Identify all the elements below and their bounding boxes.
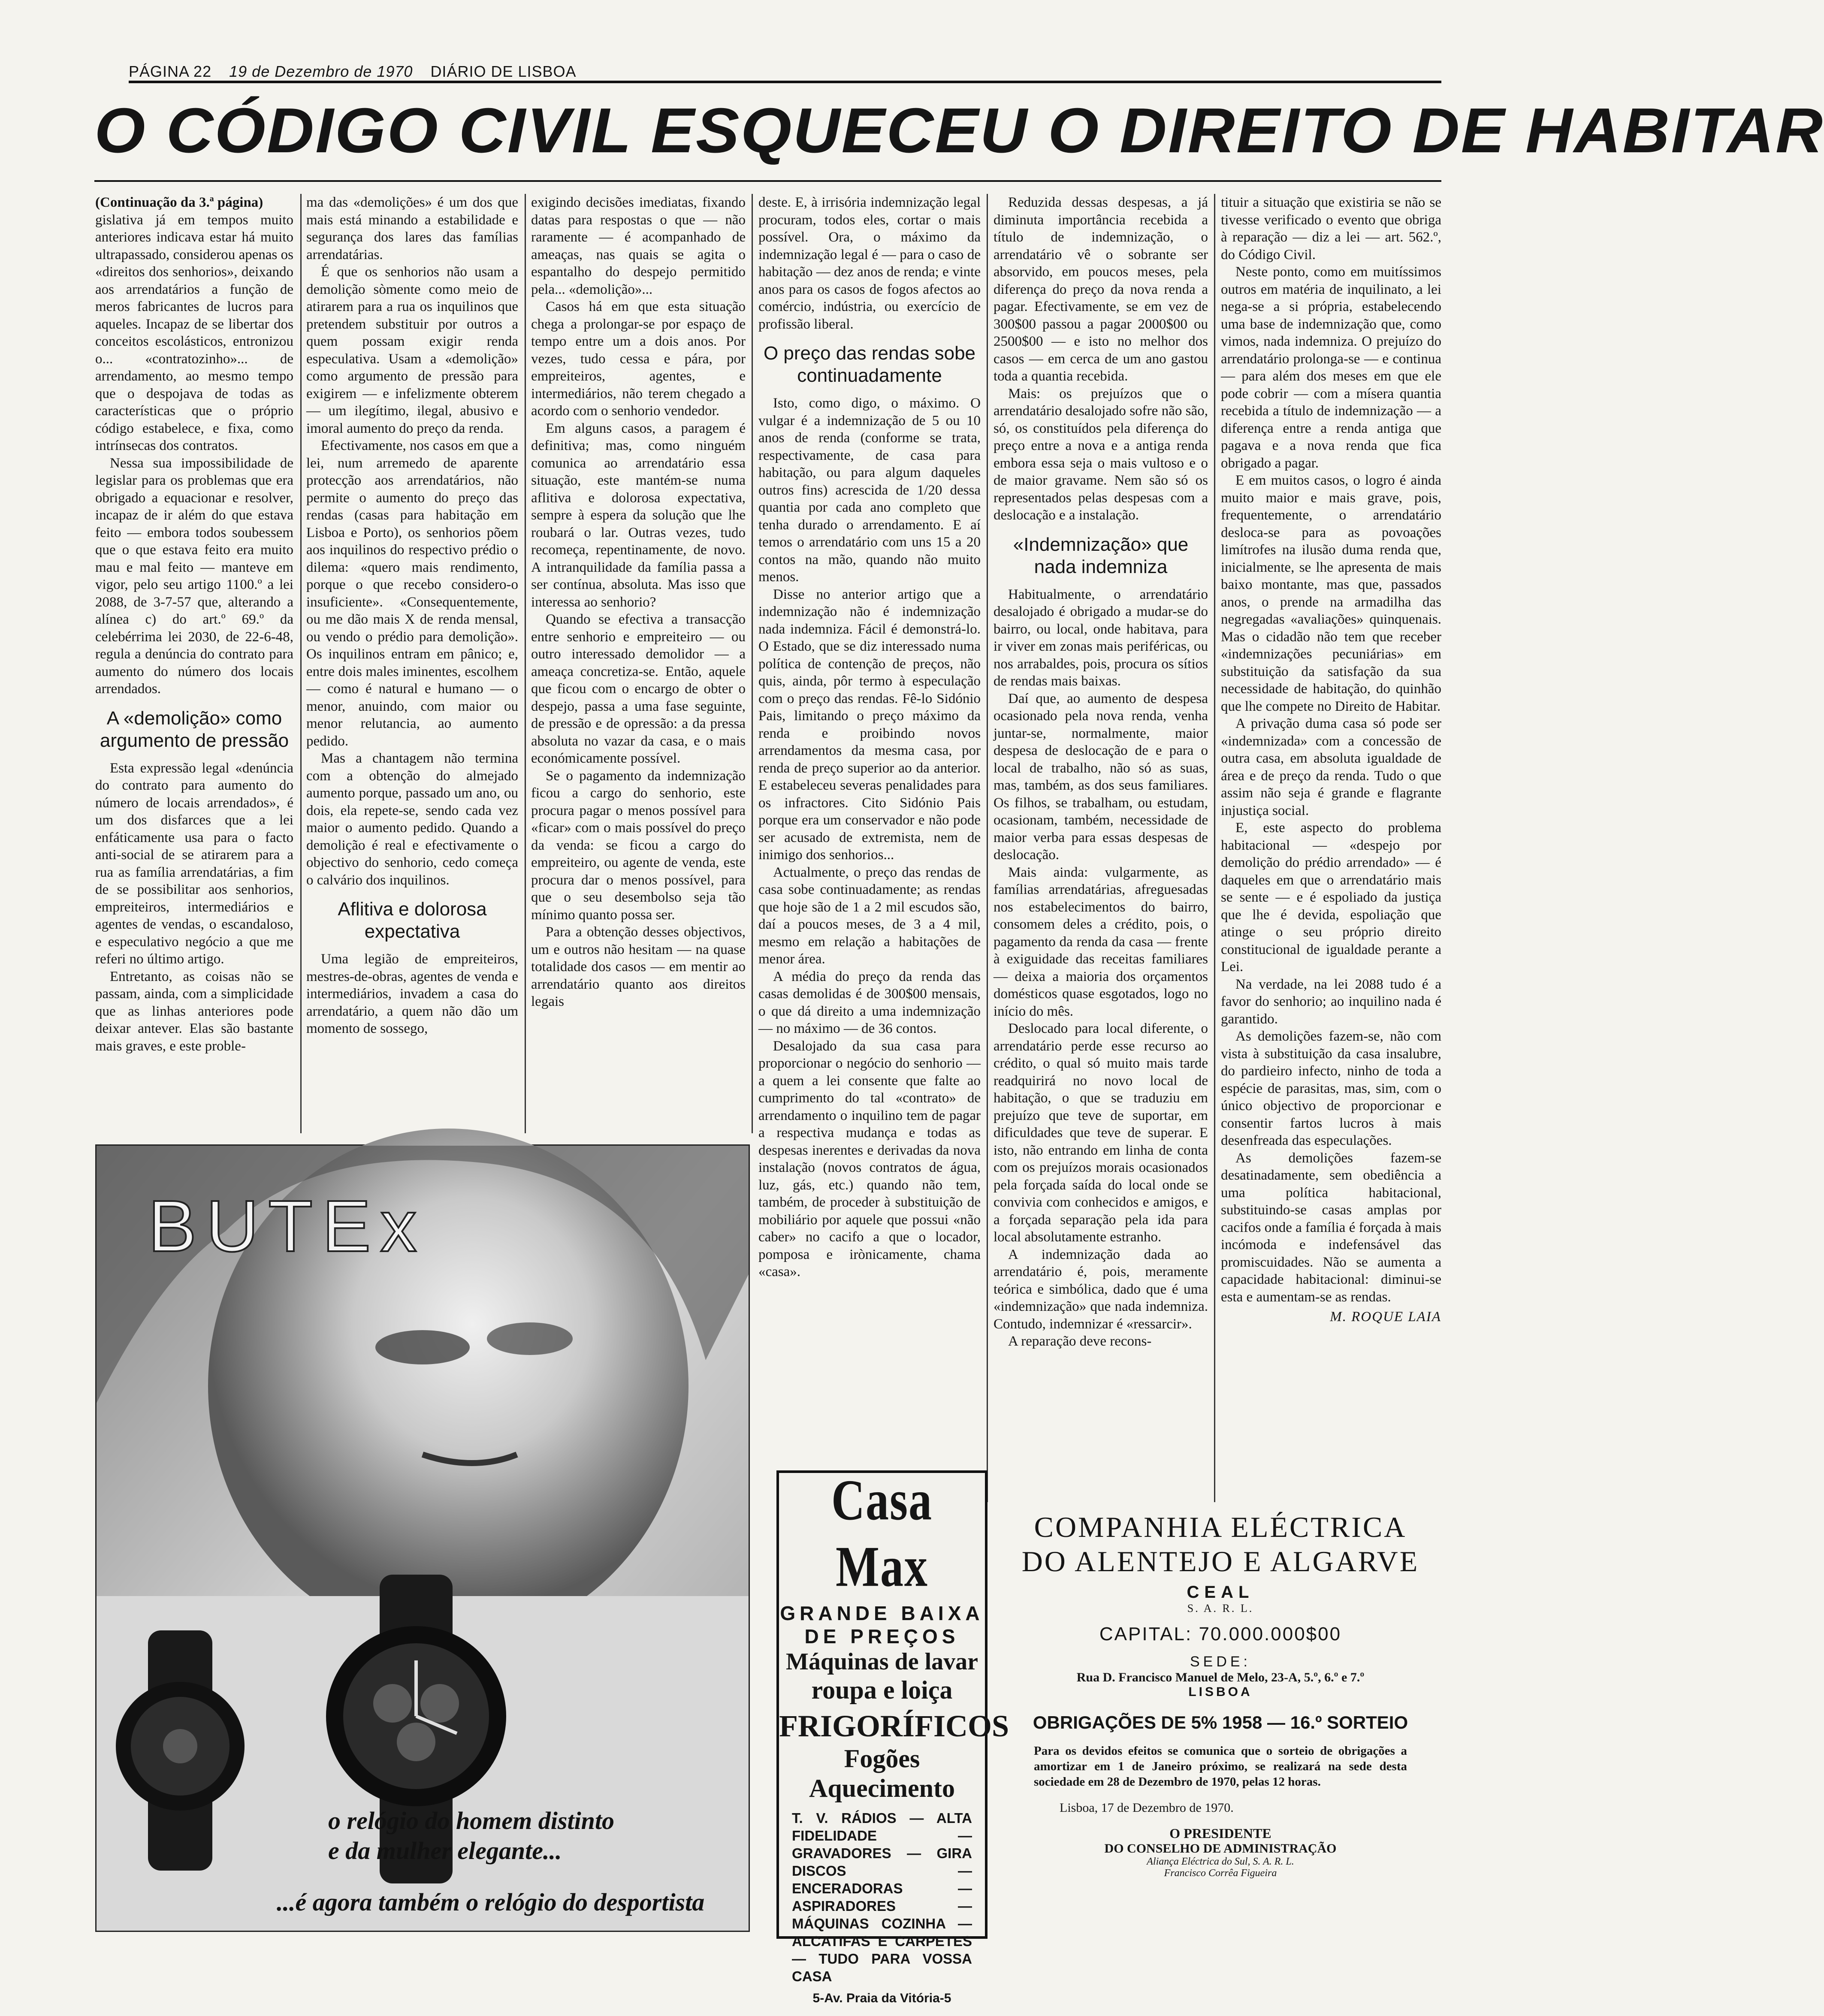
paragraph: As demolições fazem-se, não com vista à substituição da casa insalubre, do pardieiro infecto, ninho de toda a espécie de parasitas, mas, sim, com o único objectivo de proporcionar e consentir fartos lucros à mais desenfreada das especulações. <box>1221 1029 1441 1148</box>
paragraph: Mais ainda: vulgarmente, as famílias arrendatárias, afreguesadas nos estabelecimentos do bairro, consomem deles a crédito, pois, o pagamento da renda da casa — frente à exiguidade das receitas familiares — deixa a maioria dos orçamentos domésticos quase esgotados, logo no início do mês. <box>994 864 1208 1019</box>
casa-max-line: DE PREÇOS <box>804 1625 960 1648</box>
paragraph: Casos há em que esta situação chega a prolongar-se por espaço de tempo entre um a dois anos. Por vezes, tudo cessa e pára, por empreiteiros, agentes, e intermediários, não terem chegado a acordo com o senhorio vendedor. <box>531 299 746 419</box>
column-rule <box>300 194 302 1133</box>
column-rule <box>987 194 988 1502</box>
ceal-sarl: S. A. R. L. <box>1187 1602 1254 1615</box>
paragraph: Reduzida dessas despesas, a já diminuta importância recebida a título de indemnização, o arrendatário vê o sobrante ser absorvido, em poucos meses, pela diferença do preço da nova renda a pagar. Efectivamente, se em vez de 300$00 passou a pagar 2000$00 ou 2500$00 — e isto no melhor dos casos — em cerca de um ano gastou toda a quantia recebida. <box>994 195 1208 384</box>
article-column-4 <box>758 194 981 1395</box>
ceal-signatory: O PRESIDENTE <box>1169 1826 1271 1841</box>
paragraph: Nessa sua impossibilidade de legislar para os problemas que era obrigado a equacionar e resolver, incapaz de ir além do que estava feito — embora todos soubessem que o que estava feito era muito mau e mal feito — manteve em vigor, pelo seu artigo 1100.º a lei 2088, de 3-7-57 que, alterando a alínea c) do art.º 69.º da celebérrima lei 2030, de 22-6-48, regula a denúncia do contrato para aumento do número dos locais arrendados. <box>95 455 293 697</box>
casa-max-line: roupa e loiça <box>811 1676 953 1704</box>
paragraph: Deslocado para local diferente, o arrendatário perde esse recurso ao crédito, o qual só muito mais tarde readquirirá no novo local de habitação, o que se traduziu em prejuízo que teve de suportar, em dificuldades que teve de superar. E isto, não entrando em linha de conta com os prejuízos morais ocasionados pela forçada saída do local onde se convivia com conhecidos e amigos, e a forçada separação pela ida para local absolutamente estranho. <box>994 1021 1208 1245</box>
paragraph: exigindo decisões imediatas, fixando datas para respostas o que — não raramente — é acompanhado de ameaças, nas quais se agita o espantalho do despejo permitido pela... «demolição»... <box>531 195 746 297</box>
subheading: Aflitiva e dolorosa expectativa <box>338 899 487 942</box>
ceal-city: LISBOA <box>1188 1685 1253 1699</box>
article-column-1 <box>95 194 293 1133</box>
paragraph: Neste ponto, como em muitíssimos outros em matéria de inquilinato, a lei nega-se a si própria, estabelecendo uma base de indemnização que, como vimos, nada indemniza. O prejuízo do arrendatário prolonga-se — e continua — para além dos meses em que ele pode cobrir — com a mísera quantia recebida a título de indemnização — a diferença entre a renda antiga que pagava e a nova renda que fica obrigado a pagar. <box>1221 264 1441 471</box>
issue-date: 19 de Dezembro de 1970 <box>229 63 413 80</box>
paragraph: Se o pagamento da indemnização ficou a cargo do senhorio, este procura pagar o menos possível para «ficar» com o mais possível do preço da venda: se ficou a cargo do empreiteiro, ou agente de venda, este procura dar o menos possível, para que o seu desembolso seja tão mínimo quanto possa ser. <box>531 768 746 923</box>
header-rule <box>129 81 1441 83</box>
ceal-name: COMPANHIA ELÉCTRICA <box>1034 1511 1407 1543</box>
butex-brand: BUTEx <box>148 1186 426 1267</box>
paragraph: Esta expressão legal «denúncia do contrato para aumento do número de locais arrendados», é um dos disfarces que a lei enfáticamente usa para o facto anti-social de se atirarem para a rua as família arrendatárias, a fim de se possibilitar aos senhorios, empreiteiros, intermediários e agentes de vendas, o escandaloso, e especulativo negócio a que me referi no último artigo. <box>95 760 293 967</box>
butex-slogan-1: o relógio do homem distinto <box>328 1807 615 1835</box>
casa-max-name: Casa Max <box>831 1468 933 1599</box>
casa-max-line: FRIGORÍFICOS <box>779 1709 1009 1743</box>
ceal-name: DO ALENTEJO E ALGARVE <box>1021 1545 1419 1578</box>
butex-watch-ad <box>95 1144 750 1932</box>
subheading: A «demolição» como argumento de pressão <box>100 707 289 751</box>
paragraph: Efectivamente, nos casos em que a lei, num arremedo de aparente protecção aos arrendatários, não permite o aumento do preço das rendas (casas para habitação em Lisboa e Porto), os senhorios põem aos inquilinos do respectivo prédio o dilema: «quero mais rendimento, porque o que recebo considero-o insuficiente». «Consequentemente, ou me dão mais X de renda mensal, ou vendo o prédio para demolição». Os inquilinos entram em pânico; e, entre dois males iminentes, escolhem — como é natural e humano — o menor, anuindo, com maior ou menor relutancia, ao aumento pedido. <box>306 438 518 749</box>
newspaper-name: DIÁRIO DE LISBOA <box>430 63 577 80</box>
paragraph: Para a obtenção desses objectivos, um e outros não hesitam — na quase totalidade dos casos — em mentir ao arrendatário quanto aos direitos legais <box>531 924 746 1009</box>
paragraph: Actualmente, o preço das rendas de casa sobe continuadamente; as rendas que hoje são de 1 a 2 mil escudos são, daí a poucos meses, de 3 a 4 mil, mesmo em relação a habitações de menor área. <box>758 864 981 967</box>
paragraph: Mas a chantagem não termina com a obtenção do almejado aumento porque, passado um ano, ou dois, ela repete-se, sendo cada vez maior o aumento pedido. Quando a demolição é real e efectivamente o objectivo do senhorio, cedo começa o calvário dos inquilinos. <box>306 751 518 888</box>
casa-max-address: 5-Av. Praia da Vitória-5 <box>812 1991 951 2005</box>
paragraph: ma das «demolições» é um dos que mais está minando a estabilidade e segurança dos lares das famílias arrendatárias. <box>306 195 518 263</box>
casa-max-line: GRANDE BAIXA <box>780 1602 984 1624</box>
paragraph: Uma legião de empreiteiros, mestres-de-obras, agentes de venda e intermediários, invadem a casa do arrendatário, a quem não dão um momento de sossego, <box>306 951 518 1036</box>
paragraph: A média do preço da renda das casas demolidas é de 300$00 mensais, o que dá direito a uma indemnização — no máximo — de 36 contos. <box>758 969 981 1036</box>
paragraph: Isto, como digo, o máximo. O vulgar é a indemnização de 5 ou 10 anos de renda (conforme se trata, respectivamente, de casa para habitação, ou para algum daqueles outros fins) acrescida de 1/20 dessa quantia por cada ano completo que tenha durado o arrendamento. E aí temos o arrendatário com uns 15 a 20 contos na mão, quando não muito menos. <box>758 395 981 585</box>
casa-max-line: Aquecimento <box>809 1774 955 1802</box>
paragraph: Disse no anterior artigo que a indemnização não é indemnização nada indemniza. Fácil é demonstrá-lo. O Estado, que se diz interessado numa política de contenção de preços, não quis, ainda, pôr termo à especulação com o preço das rendas. Fê-lo Sidónio Pais, limitando o preço máximo da renda e proibindo novos arrendamentos da mesma casa, por renda de preço superior ao da anterior. E estabeleceu severas penalidades para os infractores. Cito Sidónio Pais porque era um conservador e não pode ser acusado de extremista, nem de inimigo dos senhorios... <box>758 586 981 863</box>
subheading: O preço das rendas sobe continuadamente <box>763 343 976 386</box>
subheading: «Indemnização» que nada indemniza <box>1013 534 1189 577</box>
ceal-dateline: Lisboa, 17 de Dezembro de 1970. <box>1060 1801 1234 1815</box>
paragraph: A indemnização dada ao arrendatário é, pois, meramente teórica e simbólica, dado que é uma «indemnização» que nada indemniza. Contudo, indemnizar é «ressarcir». <box>994 1246 1208 1332</box>
paragraph: deste. E, à irrisória indemnização legal procuram, todos eles, cortar o mais possível. Ora, o máximo da indemnização legal é — para o caso de habitação — dez anos de renda; e vinte anos para os casos de fogos afectos ao comércio, indústria, ou exercício de profissão liberal. <box>758 195 981 332</box>
butex-slogan-3: ...é agora também o relógio do desportista <box>277 1888 705 1916</box>
casa-max-line: Máquinas de lavar <box>785 1648 978 1675</box>
casa-max-ad <box>776 1468 1009 2005</box>
article-column-6 <box>1221 194 1441 1502</box>
column-rule <box>1214 194 1215 1502</box>
paragraph: Daí que, ao aumento de despesa ocasionado pela nova renda, venha juntar-se, normalmente, maior despesa de deslocação de e para o local de trabalho, não só as suas, mas, também, as dos seus familiares. Os filhos, se trabalham, ou estudam, ocasionam, também, necessidade de maior verba para essas despesas de deslocação. <box>994 691 1208 863</box>
ceal-capital: CAPITAL: 70.000.000$00 <box>1099 1624 1342 1645</box>
page-header <box>129 63 589 81</box>
paragraph: Entretanto, as coisas não se passam, ainda, com a simplicidade que as linhas anteriores pode deixar antever. Elas são bastante mais graves, e este proble- <box>95 969 293 1054</box>
headline-rule <box>94 180 1441 182</box>
continuation-note: (Continuação da 3.ª página) <box>95 195 263 210</box>
ceal-sede-label: SEDE: <box>1190 1654 1251 1670</box>
ceal-address: Rua D. Francisco Manuel de Melo, 23-A, 5.º, 6.º e 7.º <box>1076 1670 1365 1684</box>
article-column-5 <box>994 194 1208 1502</box>
author-signature: M. ROQUE LAIA <box>1330 1309 1441 1325</box>
casa-max-products: T. V. RÁDIOS — ALTA FIDELIDADE — GRAVADORES — GIRA DISCOS — ENCERADORAS — ASPIRADORES — MÁQUINAS COZINHA — ALCATIFAS E CARPETES — TUDO PARA VOSSA CASA <box>792 1810 972 1984</box>
paragraph: É que os senhorios não usam a demolição sòmente como meio de atirarem para a rua os inquilinos que pretendem substituir por outros a quem possam exigir renda especulativa. Usam a «demolição» como argumento de pressão para exigirem — e infelizmente obterem — um ilegítimo, ilegal, abusivo e imoral aumento do preço da renda. <box>306 264 518 436</box>
ceal-signatory: DO CONSELHO DE ADMINISTRAÇÃO <box>1104 1841 1337 1856</box>
ceal-notice-ad <box>1000 1510 1441 1935</box>
ceal-bonds-title: OBRIGAÇÕES DE 5% 1958 — 16.º SORTEIO <box>1033 1712 1408 1732</box>
paragraph: As demolições fazem-se desatinadamente, sem obediência a uma política habitacional, substituindo-se casas amplas por cacifos onde a família é forçada à mais incómoda e indefensável das promiscuidades. Não se aumenta a capacidade habitacional: diminui-se esta e aumentam-se as rendas. <box>1221 1150 1441 1305</box>
ceal-signatory: Aliança Eléctrica do Sul, S. A. R. L. <box>1147 1856 1294 1867</box>
headline: O CÓDIGO CIVIL ESQUECEU O DIREITO DE HABITAR <box>94 95 1824 166</box>
page-number: PÁGINA 22 <box>129 63 212 80</box>
paragraph: A privação duma casa só pode ser «indemnizada» com a concessão de outra casa, em absoluta igualdade de área e de preço da renda. Tudo o que assim não seja é grande e flagrante injustiça social. <box>1221 716 1441 818</box>
paragraph: Desalojado da sua casa para proporcionar o negócio do senhorio — a quem a lei consente que falte ao cumprimento do tal «contrato» de arrendamento o inquilino tem de pagar a respectiva mudança e todas as despesas inerentes e derivadas da nova instalação (novos contratos de água, luz, gás, etc.) quando não tem, também, de proceder à substituição de mobiliário por aquele que possui «não caber» no cacifo a que o locador, pomposa e irònicamente, chama «casa». <box>758 1038 981 1280</box>
column-rule <box>752 194 753 1133</box>
butex-slogan-2: e da mulher elegante... <box>328 1837 562 1865</box>
ceal-abbr: CEAL <box>1187 1583 1254 1602</box>
paragraph: Quando se efectiva a transacção entre senhorio e empreiteiro — ou outro interessado demolidor — a ameaça concretiza-se. Então, aquele que ficou com o encargo de obter o despejo, passa a uma fase seguinte, de pressão e de opressão: a da pressa absoluta no vazar da casa, e o mais económicamente possível. <box>531 612 746 766</box>
paragraph: Em alguns casos, a paragem é definitiva; mas, como ninguém comunica ao arrendatário essa situação, este mantém-se numa aflitiva e dolorosa expectativa, sempre à espera da solução que lhe roubará o lar. Outras vezes, tudo recomeça, repentinamente, de novo. A intranquilidade da família passa a ser contínua, absoluta. Mas isso que interessa ao senhorio? <box>531 420 746 610</box>
paragraph: A reparação deve recons- <box>1008 1334 1152 1349</box>
paragraph: Mais: os prejuízos que o arrendatário desalojado sofre não são, só, os constituídos pela diferença do preço entre a nova e a antiga renda embora essa seja o mais vultoso e o de maior gravame. Nem são só os representados pelas despesas com a deslocação e a instalação. <box>994 386 1208 523</box>
ceal-notice-text: Para os devidos efeitos se comunica que o sorteio de obrigações a amortizar em 1 de Janeiro próximo, se realizará na sede desta sociedade em 28 de Dezembro de 1970, pelas 12 horas. <box>1034 1744 1407 1789</box>
column-rule <box>525 194 526 1133</box>
paragraph: Habitualmente, o arrendatário desalojado é obrigado a mudar-se do bairro, ou local, onde habitava, para ir viver em zonas mais periféricas, ou nos arrabaldes, pois, procura os sítios de rendas mais baixas. <box>994 586 1208 689</box>
paragraph: tituir a situação que existiria se não se tivesse verificado o evento que obriga à reparação — diz a lei — art. 562.º, do Código Civil. <box>1221 195 1441 263</box>
paragraph: gislativa já em tempos muito anteriores indicava estar há muito ultrapassado, considerou apenas os «direitos dos senhorios», deixando aos arrendatários a função de meros fabricantes de lucros para aqueles. Incapaz de se libertar dos conceitos escolásticos, entronizou o... «contratozinho»... de arrendamento, ao mesmo tempo que o despojava de todas as características que o próprio código estabelece, e fixa, como intrínsecas dos contratos. <box>95 212 293 453</box>
ceal-signatory: Francisco Corrêa Figueira <box>1164 1868 1277 1879</box>
paragraph: Na verdade, na lei 2088 tudo é a favor do senhorio; ao inquilino nada é garantido. <box>1221 976 1441 1027</box>
casa-max-line: Fogões <box>844 1744 920 1773</box>
article-column-3 <box>531 194 746 1133</box>
paragraph: E, este aspecto do problema habitacional — «despejo por demolição do prédio arrendado» — é daqueles em que o arrendatário mais se sente — e é espoliado da justiça que lhe é devida, espoliação que atinge o seu próprio direito constitucional de igualdade perante a Lei. <box>1221 820 1441 975</box>
article-column-2 <box>306 194 518 1133</box>
paragraph: E em muitos casos, o logro é ainda muito maior e mais grave, pois, frequentemente, o arrendatário desloca-se para as povoações limítrofes na ilusão duma renda que, inicialmente, se lhe apresenta de mais baixo montante, mas que, passados anos, o prende na armadilha das negregadas «avaliações» quinquenais. Mas o cidadão não tem que receber «indemnizações pecuniárias» em substituição da satisfação da sua necessidade de habitação, do quinhão que lhe compete no Direito de Habitar. <box>1221 473 1441 714</box>
